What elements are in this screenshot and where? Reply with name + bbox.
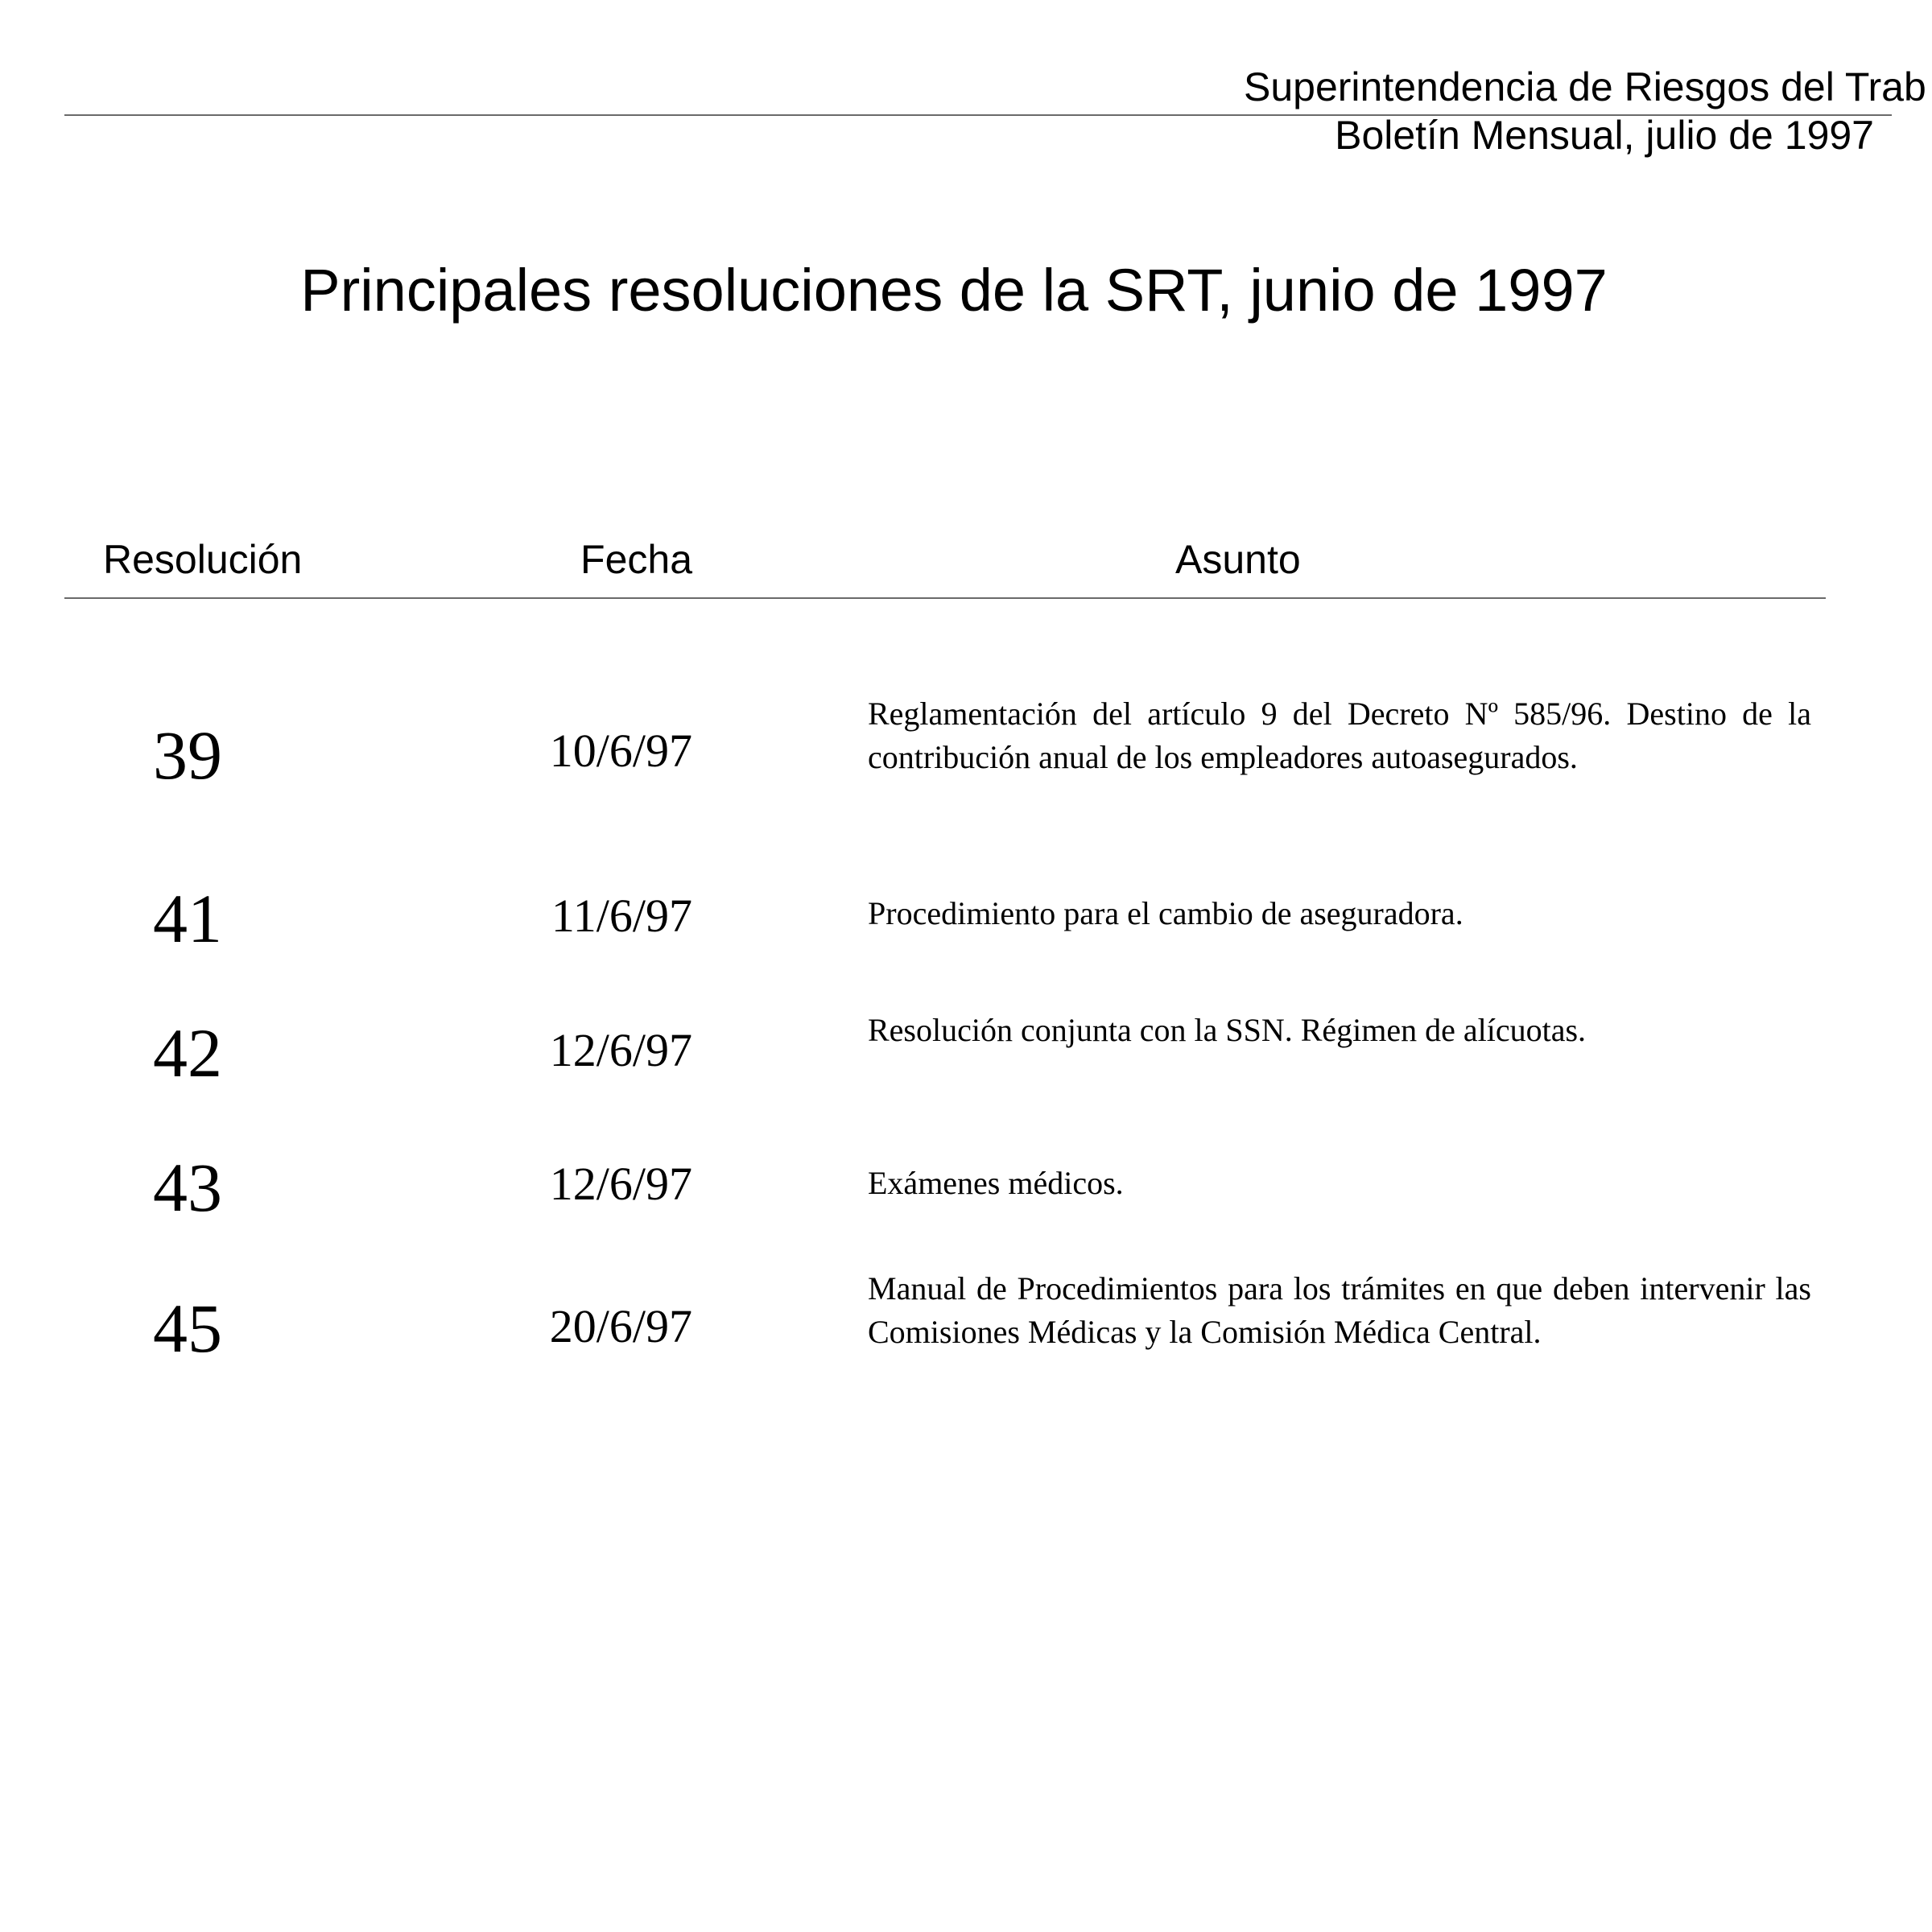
- header-organization: Superintendencia de Riesgos del Trab: [1244, 64, 1926, 109]
- resolution-date: 12/6/97: [549, 1158, 692, 1210]
- resolution-number: 41: [153, 880, 222, 957]
- resolution-number: 43: [153, 1149, 222, 1226]
- resolution-subject: Procedimiento para el cambio de aseguradora.: [868, 895, 1463, 931]
- resolution-number: 45: [153, 1290, 222, 1367]
- resolution-date: 10/6/97: [549, 724, 692, 777]
- column-header-resolucion: Resolución: [103, 537, 303, 582]
- column-header-fecha: Fecha: [580, 537, 692, 582]
- resolution-subject: Reglamentación del artículo 9 del Decreto Nº 585/96. Destino de la contribución anual de los empleadores autoasegurados.: [868, 696, 1811, 775]
- resolution-date: 20/6/97: [549, 1300, 692, 1352]
- resolution-number: 39: [153, 716, 222, 794]
- resolution-date: 11/6/97: [551, 890, 692, 942]
- column-header-asunto: Asunto: [1175, 537, 1301, 582]
- table-header-divider: [64, 597, 1826, 599]
- page-title: Principales resoluciones de la SRT, junio de 1997: [300, 257, 1608, 324]
- resolution-date: 12/6/97: [549, 1024, 692, 1076]
- resolution-subject: Manual de Procedimientos para los trámites en que deben intervenir las Comisiones Médicas y la Comisión Médica Central.: [868, 1270, 1811, 1350]
- resolution-subject: Resolución conjunta con la SSN. Régimen de alícuotas.: [868, 1012, 1587, 1048]
- resolution-number: 42: [153, 1014, 222, 1092]
- header-bulletin: Boletín Mensual, julio de 1997: [1335, 113, 1874, 158]
- resolution-subject: Exámenes médicos.: [868, 1165, 1124, 1201]
